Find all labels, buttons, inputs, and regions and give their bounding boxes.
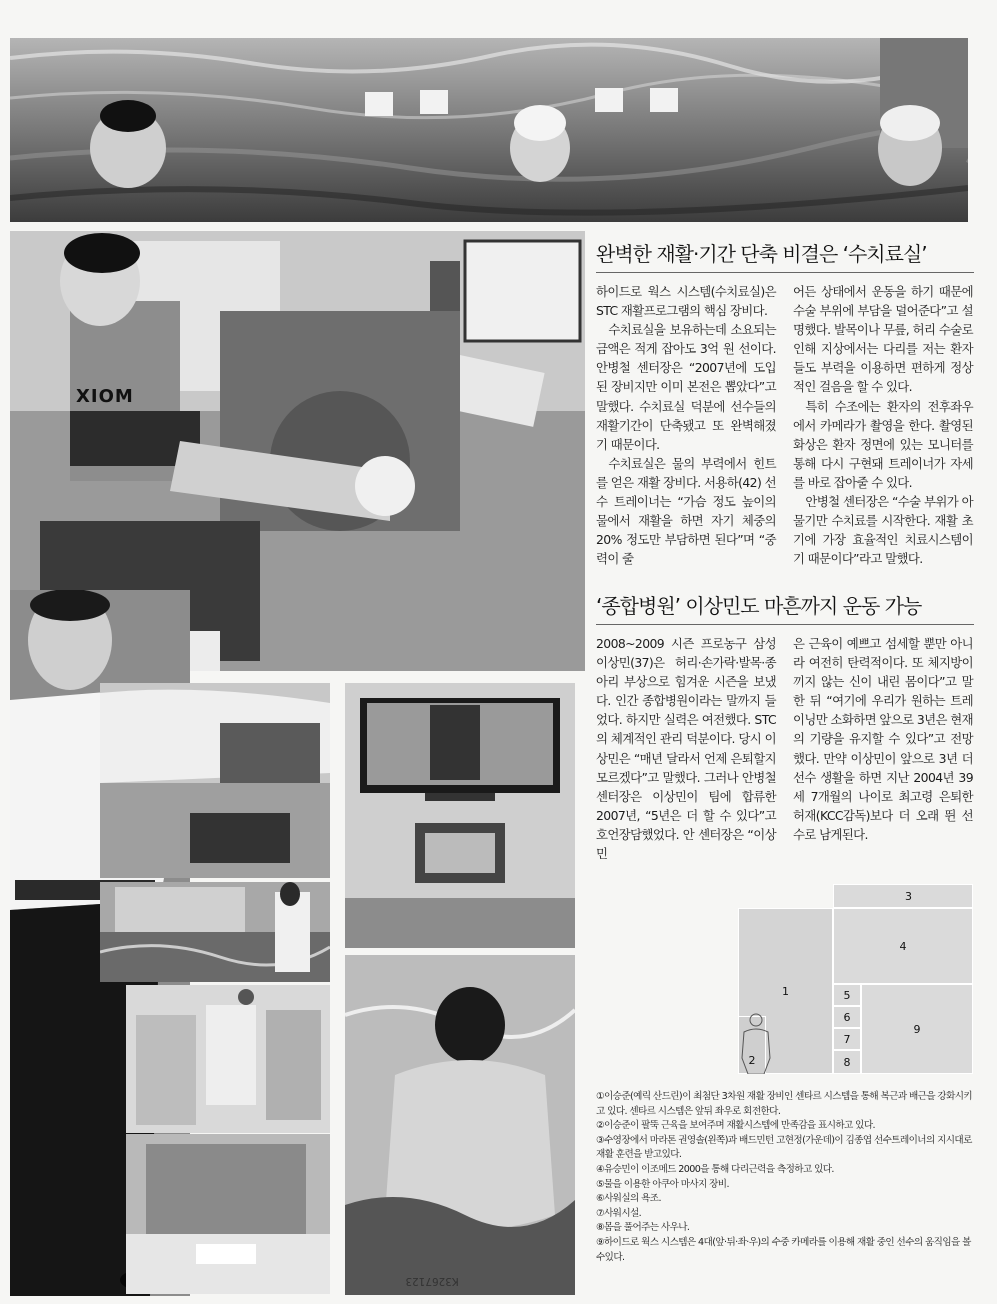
caption-1: ①이승준(예릭 산드린)이 최첨단 3차원 재활 장비인 센타르 시스템을 통해 복근과 배근을 강화시키고 있다. 센타르 시스템은 앞뒤 좌우로 회전한다. [596, 1091, 973, 1117]
article-heading-1: 완벽한 재활·기간 단축 비결은 ‘수치료실’ [596, 242, 927, 266]
shower-photo [126, 1134, 330, 1294]
page-code: K3267123 [405, 1275, 459, 1288]
monitor-photo [345, 683, 575, 948]
key-box-6: 6 [833, 1006, 861, 1028]
caption-5: ⑤물을 이용한 아쿠아 마사지 장비. [596, 1178, 729, 1190]
heading-2-rule [596, 624, 974, 625]
article-column-1 [596, 282, 776, 568]
isomed-test-photo [100, 683, 330, 878]
article-column-4 [793, 634, 973, 844]
key-box-2: 2 [738, 1016, 766, 1074]
key-box-5: 5 [833, 984, 861, 1006]
col2-para-3: 안병철 센터장은 “수술 부위가 아물기만 수치료를 시작한다. 재활 초기에 가장 효율적인 치료시스템이기 때문이다”라고 말했다. [793, 494, 973, 567]
heading-1-rule [596, 272, 974, 273]
key-box-9: 9 [861, 984, 973, 1074]
key-box-3: 3 [833, 884, 973, 908]
photo-layout-key [738, 884, 973, 1074]
key-box-8: 8 [833, 1050, 861, 1074]
caption-9: ⑨하이드로 웍스 시스템은 4대(앞·뒤·좌·우)의 수중 카메라를 이용해 재활 중인 선수의 움직임을 볼 수있다. [596, 1236, 971, 1263]
caption-2: ②이승준이 팔뚝 근육을 보여주며 재활시스템에 만족감을 표시하고 있다. [596, 1120, 875, 1132]
bathtub-photo [126, 985, 330, 1133]
pool-rehab-photo [10, 38, 968, 222]
article-heading-2: ‘종합병원’ 이상민도 마흔까지 운동 가능 [596, 594, 922, 618]
photo-captions [596, 1090, 979, 1265]
key-box-7: 7 [833, 1028, 861, 1050]
col1-para-2: 수치료실을 보유하는데 소요되는 금액은 적게 잡아도 3억 원 선이다. 안병철 센터장은 “2007년에 도입된 장비지만 이미 본전은 뽑았다”고 말했다. 수치료실 덕분에 선수들의 재활기간이 단축됐고 또 완벽해졌기 때문이다. [596, 322, 776, 452]
col2-para-1: 어든 상태에서 운동을 하기 때문에 수술 부위에 부담을 덜어준다”고 설명했다. 발목이나 무릎, 허리 수술로 인해 지상에서는 다리를 저는 환자들도 부력을 이용하면 편하게 정상적인 걸음을 할 수 있다. [793, 284, 973, 395]
player-silhouette-icon [738, 1012, 774, 1074]
aqua-massage-photo [100, 882, 330, 982]
col4-para-1: 은 근육이 예쁘고 섬세할 뿐만 아니라 여전히 탄력적이다. 또 체지방이 끼지 않는 신이 내린 몸이다”고 말한 뒤 “여기에 우리가 원하는 트레이닝만 소화하면 앞으로 3년은 현재의 기량을 유지할 수 있다”고 전망했다. 만약 이상민이 앞으로 3년 더 선수 생활을 하면 지난 2004년 39세 7개월의 나이로 최고령 은퇴한 허재(KCC감독)보다 더 오래 뛴 선수로 남게된다. [793, 636, 973, 842]
key-box-1: 1 [738, 908, 833, 1074]
col1-para-1: 하이드로 웍스 시스템(수치료실)은 STC 재활프로그램의 핵심 장비다. [596, 284, 776, 319]
shirt-logo-text: XIOM [76, 386, 134, 407]
article-column-2 [793, 282, 973, 568]
col3-para-1: 2008~2009 시즌 프로농구 삼성 이상민(37)은 허리·손가락·발목·종아리 부상으로 힘겨운 시즌을 보냈다. 인간 종합병원이라는 말까지 들었다. 하지만 실력은 여전했다. STC의 체계적인 관리 덕분이다. 당시 이상민은 “매년 달라서 언제 은퇴할지 모르겠다”고 말했다. 그러나 안병철 센터장은 이상민이 팀에 합류한 2007년, “5년은 더 할 수 있다”고 호언장담했었다. 안 센터장은 “이상민 [596, 636, 776, 862]
col2-para-2: 특히 수조에는 환자의 전후좌우에서 카메라가 촬영을 한다. 촬영된 화상은 환자 정면에 있는 모니터를 통해 다시 구현돼 트레이너가 자세를 바로 잡아줄 수 있다. [793, 398, 973, 490]
caption-7: ⑦사워시설. [596, 1207, 642, 1219]
key-box-4: 4 [833, 908, 973, 984]
caption-4: ④유승민이 이조메드 2000을 통해 다리근력을 측정하고 있다. [596, 1163, 834, 1175]
col1-para-3: 수치료실은 물의 부력에서 힌트를 얻은 재활 장비다. 서용하(42) 선수 트레이너는 “가슴 정도 높이의 물에서 재활을 하면 자기 체중의 20% 정도만 부담하면 된다”며 “중력이 줄 [596, 455, 776, 567]
hydro-works-photo [345, 955, 575, 1295]
caption-8: ⑧몸을 풀어주는 사우나. [596, 1222, 690, 1234]
article-column-3 [596, 634, 776, 863]
caption-6: ⑥사워실의 욕조. [596, 1193, 661, 1205]
caption-3: ③수영장에서 마라톤 권영솔(왼쪽)과 배드민턴 고현정(가운데)이 김종엽 선수트레이너의 지시대로 재활 훈련을 받고있다. [596, 1134, 972, 1161]
